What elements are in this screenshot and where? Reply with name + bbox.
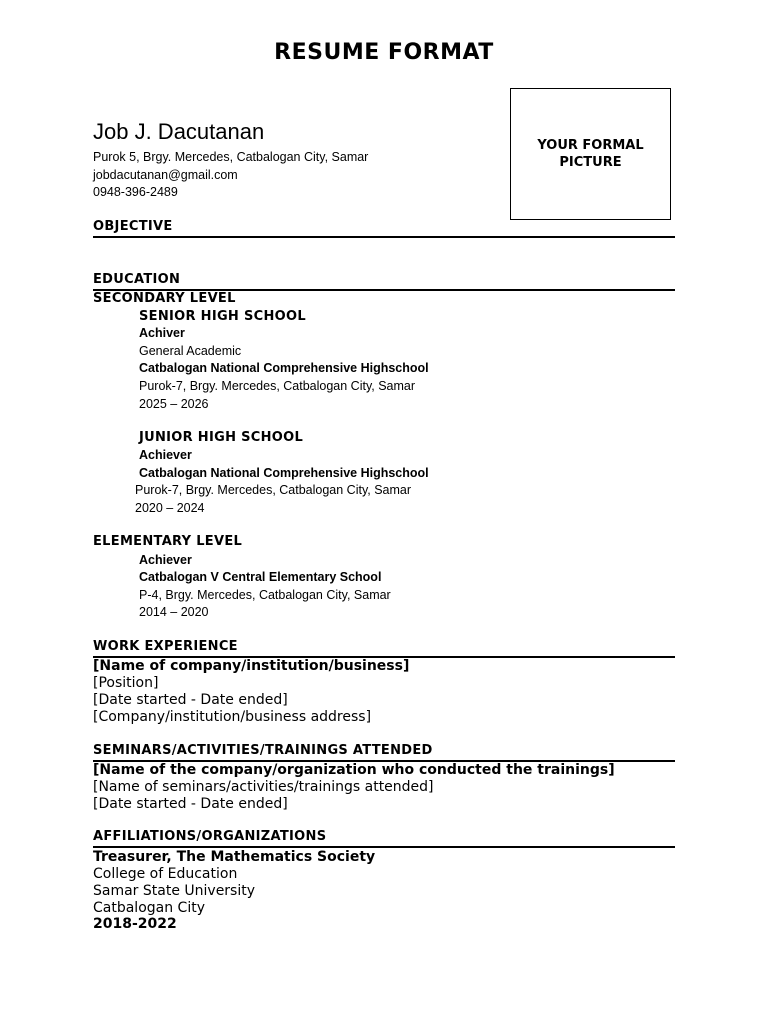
secondary-level-heading: SECONDARY LEVEL: [93, 291, 236, 306]
seminar-name: [Name of seminars/activities/trainings attended]: [93, 779, 434, 795]
elementary-award: Achiever: [139, 553, 192, 567]
junior-high-years: 2020 – 2024: [135, 501, 205, 515]
work-dates: [Date started - Date ended]: [93, 692, 288, 708]
seminars-heading: SEMINARS/ACTIVITIES/TRAININGS ATTENDED: [93, 743, 433, 758]
junior-high-heading: JUNIOR HIGH SCHOOL: [139, 430, 304, 445]
senior-high-school: Catbalogan National Comprehensive Highschool: [139, 361, 429, 375]
work-address: [Company/institution/business address]: [93, 709, 372, 725]
elementary-school: Catbalogan V Central Elementary School: [139, 570, 382, 584]
elementary-level-heading: ELEMENTARY LEVEL: [93, 534, 243, 549]
applicant-name: Job J. Dacutanan: [93, 119, 265, 144]
senior-high-address: Purok-7, Brgy. Mercedes, Catbalogan City, Samar: [139, 379, 416, 393]
senior-high-years: 2025 – 2026: [139, 397, 209, 411]
affiliation-city: Catbalogan City: [93, 900, 205, 916]
affiliation-role: Treasurer, The Mathematics Society: [93, 849, 376, 865]
senior-high-heading: SENIOR HIGH SCHOOL: [139, 309, 306, 324]
document-title: RESUME FORMAT: [274, 40, 494, 65]
work-company: [Name of company/institution/business]: [93, 658, 410, 674]
junior-high-school: Catbalogan National Comprehensive Highschool: [139, 466, 429, 480]
affiliation-years: 2018-2022: [93, 916, 177, 932]
junior-high-award: Achiever: [139, 448, 192, 462]
seminar-dates: [Date started - Date ended]: [93, 796, 288, 812]
seminar-organizer: [Name of the company/organization who conducted the trainings]: [93, 762, 615, 778]
senior-high-award: Achiver: [139, 326, 185, 340]
objective-heading: OBJECTIVE: [93, 219, 173, 234]
work-position: [Position]: [93, 675, 159, 691]
affiliation-college: College of Education: [93, 866, 238, 882]
objective-divider: [93, 236, 675, 238]
work-experience-heading: WORK EXPERIENCE: [93, 639, 238, 654]
education-heading: EDUCATION: [93, 272, 181, 287]
affiliations-divider: [93, 846, 675, 848]
junior-high-address: Purok-7, Brgy. Mercedes, Catbalogan City, Samar: [135, 483, 412, 497]
affiliation-university: Samar State University: [93, 883, 256, 899]
elementary-address: P-4, Brgy. Mercedes, Catbalogan City, Samar: [139, 588, 391, 602]
contact-address: Purok 5, Brgy. Mercedes, Catbalogan City, Samar: [93, 150, 369, 164]
contact-email: jobdacutanan@gmail.com: [93, 168, 238, 182]
affiliations-heading: AFFILIATIONS/ORGANIZATIONS: [93, 829, 327, 844]
elementary-years: 2014 – 2020: [139, 605, 209, 619]
photo-placeholder-box: [510, 88, 671, 220]
photo-placeholder-text: YOUR FORMAL PICTURE: [537, 138, 644, 170]
contact-phone: 0948-396-2489: [93, 185, 178, 199]
senior-high-strand: General Academic: [139, 344, 242, 358]
